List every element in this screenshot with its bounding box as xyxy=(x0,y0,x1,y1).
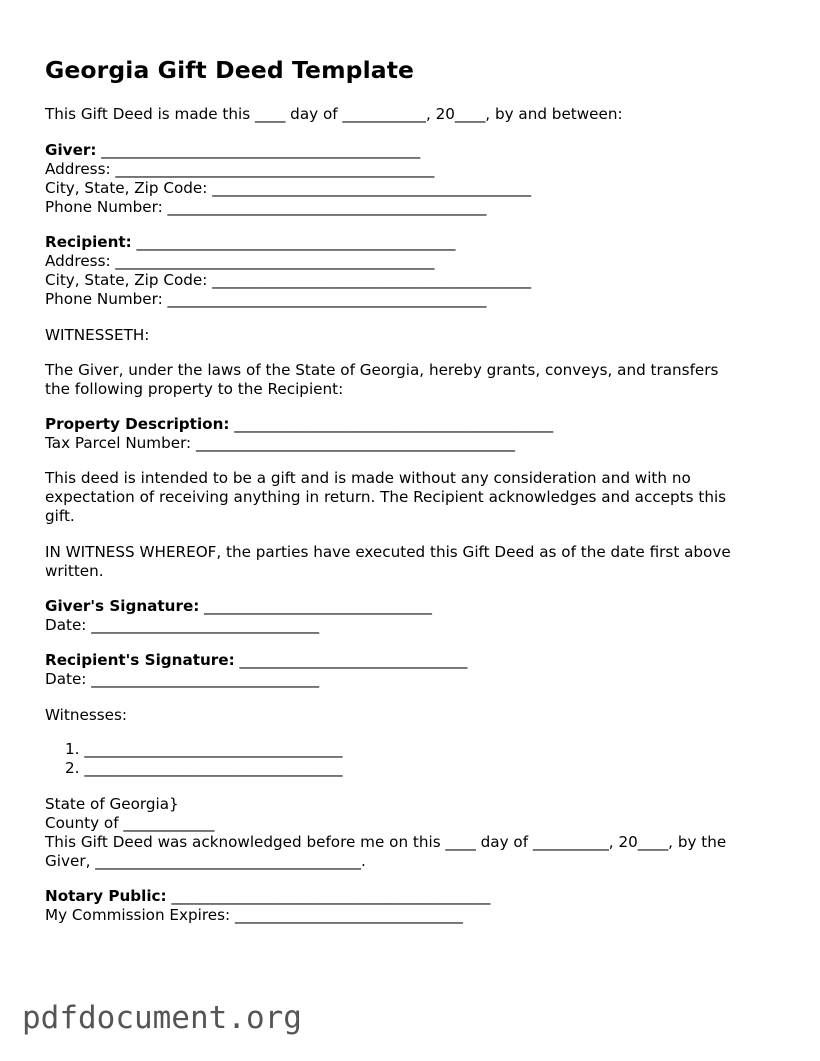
recipient-address: Address: __________________________________________ xyxy=(45,252,435,270)
giver-name-line xyxy=(45,141,531,160)
notary-public-blank: __________________________________________ xyxy=(166,887,491,905)
recipient-signature-section xyxy=(45,651,467,689)
witness-item-1: 1. __________________________________ xyxy=(65,740,343,758)
intro-paragraph xyxy=(45,105,623,124)
property-description-line xyxy=(45,415,553,434)
recipient-signature-label: Recipient's Signature: xyxy=(45,651,235,669)
giver-address: Address: __________________________________________ xyxy=(45,160,435,178)
gift-line-3: gift. xyxy=(45,507,75,525)
giver-section xyxy=(45,141,531,217)
acknowledgment-section xyxy=(45,795,726,871)
recipient-name-blank: __________________________________________ xyxy=(131,233,456,251)
witnesseth-heading: WITNESSETH: xyxy=(45,326,150,344)
giver-signature-section xyxy=(45,597,432,635)
recipient-signature-date: Date: ______________________________ xyxy=(45,670,320,688)
witnesses-list xyxy=(65,740,343,778)
property-section xyxy=(45,415,553,453)
property-description-label: Property Description: xyxy=(45,415,230,433)
grant-line-1: The Giver, under the laws of the State of Georgia, hereby grants, conveys, and transfers xyxy=(45,361,719,379)
gift-paragraph xyxy=(45,469,726,526)
giver-signature-blank: ______________________________ xyxy=(199,597,432,615)
gift-line-1: This deed is intended to be a gift and is made without any consideration and with no xyxy=(45,469,691,487)
document-title: Georgia Gift Deed Template xyxy=(45,56,415,84)
recipient-name-line xyxy=(45,233,531,252)
giver-phone: Phone Number: __________________________________________ xyxy=(45,198,487,216)
giver-signature-line xyxy=(45,597,432,616)
witnesses-heading-block xyxy=(45,706,127,725)
witnesseth-heading-block xyxy=(45,326,149,345)
giver-name-blank: __________________________________________ xyxy=(96,141,421,159)
witness-whereof-paragraph xyxy=(45,543,731,581)
acknowledgment-line-1: This Gift Deed was acknowledged before me on this ____ day of __________, 20____, by the xyxy=(45,833,727,851)
property-description-blank: __________________________________________ xyxy=(229,415,554,433)
giver-label: Giver: xyxy=(45,141,97,159)
giver-city: City, State, Zip Code: __________________________________________ xyxy=(45,179,532,197)
state-line: State of Georgia} xyxy=(45,795,179,813)
giver-signature-label: Giver's Signature: xyxy=(45,597,200,615)
footer-watermark: pdfdocument.org xyxy=(22,1000,302,1036)
witness-item-2: 2. __________________________________ xyxy=(65,759,343,777)
grant-line-2: the following property to the Recipient: xyxy=(45,380,344,398)
recipient-section xyxy=(45,233,531,309)
notary-section xyxy=(45,887,490,925)
intro-text: This Gift Deed is made this ____ day of ___________, 20____, by and between: xyxy=(45,105,623,123)
notary-public-label: Notary Public: xyxy=(45,887,167,905)
witnesses-heading: Witnesses: xyxy=(45,706,128,724)
county-line: County of ____________ xyxy=(45,814,215,832)
recipient-signature-blank: ______________________________ xyxy=(234,651,468,669)
acknowledgment-line-2: Giver, ___________________________________. xyxy=(45,852,366,870)
tax-parcel-line: Tax Parcel Number: __________________________________________ xyxy=(45,434,515,452)
giver-signature-date: Date: ______________________________ xyxy=(45,616,320,634)
notary-public-line xyxy=(45,887,490,906)
witness-whereof-line-1: IN WITNESS WHEREOF, the parties have executed this Gift Deed as of the date first above xyxy=(45,543,731,561)
recipient-phone: Phone Number: __________________________________________ xyxy=(45,290,487,308)
recipient-signature-line xyxy=(45,651,467,670)
recipient-city: City, State, Zip Code: __________________________________________ xyxy=(45,271,532,289)
grant-paragraph xyxy=(45,361,718,399)
recipient-label: Recipient: xyxy=(45,233,132,251)
witness-whereof-line-2: written. xyxy=(45,562,104,580)
gift-line-2: expectation of receiving anything in return. The Recipient acknowledges and accepts this xyxy=(45,488,727,506)
commission-expires-line: My Commission Expires: ______________________________ xyxy=(45,906,463,924)
